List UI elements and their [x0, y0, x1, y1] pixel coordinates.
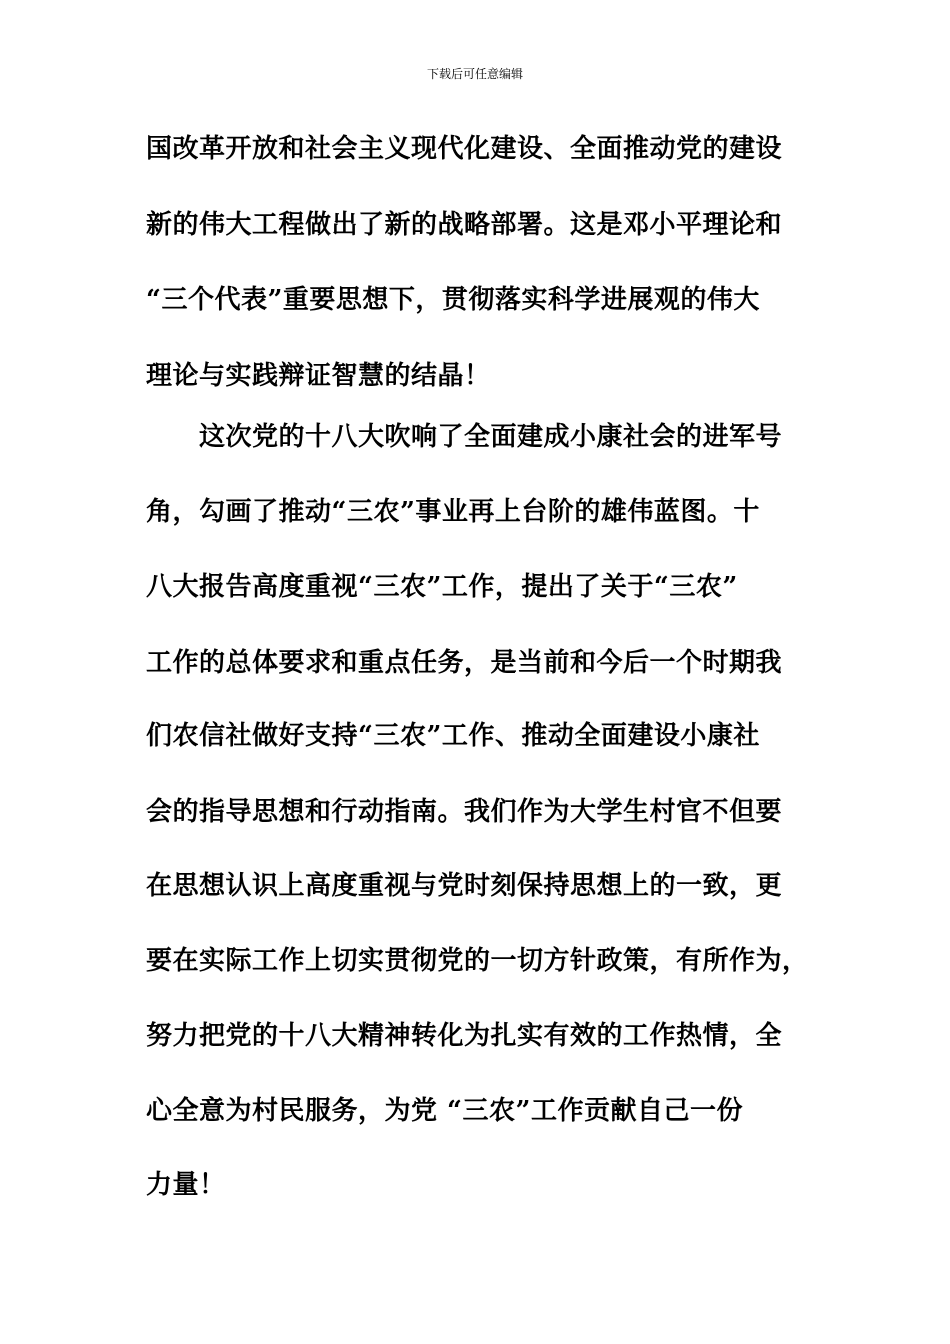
text-line: 要在实际工作上切实贯彻党的一切方针政策，有所作为，: [146, 946, 809, 976]
text-line: 努力把党的十八大精神转化为扎实有效的工作热情，全: [146, 1021, 783, 1051]
text-line: 工作的总体要求和重点任务，是当前和今后一个时期我: [146, 648, 783, 678]
text-line: 们农信社做好支持“三农”工作、推动全面建设小康社: [146, 721, 760, 751]
text-line: 心全意为村民服务，为党 “三农”工作贡献自己一份: [146, 1096, 743, 1126]
text-line: 这次党的十八大吹响了全面建成小康社会的进军号: [146, 422, 783, 452]
text-line: 会的指导思想和行动指南。我们作为大学生村官不但要: [146, 797, 783, 827]
text-line: 理论与实践辩证智慧的结晶！: [146, 361, 491, 391]
text-line: 国改革开放和社会主义现代化建设、全面推动党的建设: [146, 134, 783, 164]
text-line: 力量！: [146, 1170, 226, 1200]
page-header: 下载后可任意编辑: [426, 67, 523, 81]
text-line: 在思想认识上高度重视与党时刻保持思想上的一致，更: [146, 871, 783, 901]
text-line: 八大报告高度重视“三农”工作，提出了关于“三农”: [146, 572, 738, 602]
text-line: 角，勾画了推动“三农”事业再上台阶的雄伟蓝图。十: [146, 497, 760, 527]
text-line: 新的伟大工程做出了新的战略部署。这是邓小平理论和: [146, 210, 783, 240]
text-line: “三个代表”重要思想下，贯彻落实科学进展观的伟大: [146, 285, 760, 315]
